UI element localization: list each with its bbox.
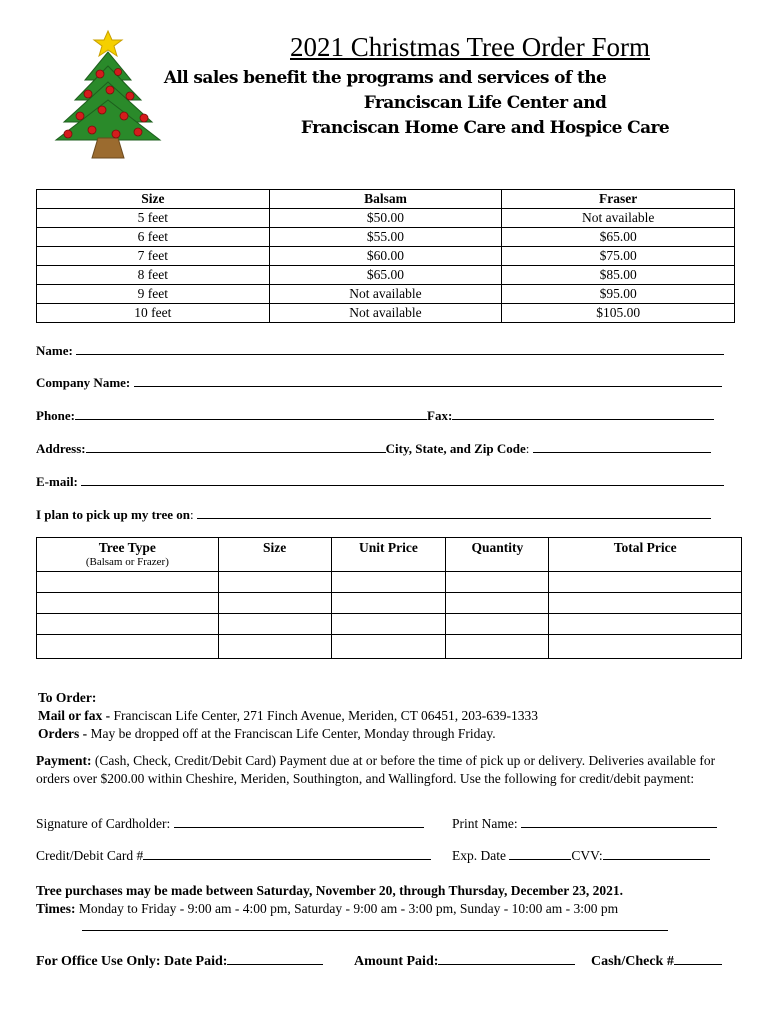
order-cell[interactable] — [446, 593, 549, 614]
price-table — [36, 189, 735, 323]
order-cell[interactable] — [549, 614, 742, 635]
city-field[interactable] — [533, 452, 711, 453]
order-cell[interactable] — [331, 614, 446, 635]
pickup-row — [36, 507, 711, 523]
signature-label: Signature of Cardholder: — [36, 816, 171, 831]
office-cash-row — [591, 954, 722, 970]
exp-label: Exp. Date — [452, 848, 506, 863]
city-colon: : — [525, 441, 530, 456]
payment-text: (Cash, Check, Credit/Debit Card) Payment due at or before the time of pick up or delivery. Deliveries available for orders over $200.00 within Cheshire, Meriden, Southington, and Wallingford. Use the following for credit/debit payment: — [36, 753, 716, 786]
payment-label: Payment: — [36, 753, 92, 768]
pickup-label: I plan to pick up my tree on — [36, 507, 190, 522]
balsam-price: $65.00 — [269, 266, 502, 285]
order-cell[interactable] — [549, 593, 742, 614]
order-cell[interactable] — [218, 572, 331, 593]
order-cell[interactable] — [218, 635, 331, 659]
table-row — [37, 304, 735, 323]
card-field[interactable] — [143, 859, 431, 860]
balsam-price: Not available — [269, 285, 502, 304]
order-cell[interactable] — [549, 572, 742, 593]
name-label: Name: — [36, 343, 73, 358]
signature-field[interactable] — [174, 827, 424, 828]
card-row — [36, 847, 431, 865]
divider-line — [82, 930, 668, 931]
email-label: E-mail: — [36, 474, 78, 489]
order-cell[interactable] — [331, 635, 446, 659]
size-cell: 9 feet — [37, 285, 270, 304]
subtitle-line-1: All sales benefit the programs and services of the — [163, 68, 607, 88]
address-field[interactable] — [86, 452, 386, 453]
email-row — [36, 474, 724, 490]
orders-text: May be dropped off at the Franciscan Life Center, Monday through Friday. — [90, 726, 496, 741]
header-size: Size — [37, 190, 270, 209]
company-label: Company Name: — [36, 375, 131, 390]
exp-row — [452, 847, 710, 865]
office-amount-row — [354, 954, 575, 970]
phone-label: Phone: — [36, 408, 75, 423]
cash-check-label: Cash/Check # — [591, 954, 674, 969]
order-cell[interactable] — [37, 635, 219, 659]
exp-field[interactable] — [509, 859, 571, 860]
office-date-label: For Office Use Only: Date Paid: — [36, 954, 228, 969]
header-total-price: Total Price — [549, 538, 742, 572]
card-label: Credit/Debit Card # — [36, 848, 144, 863]
order-cell[interactable] — [331, 593, 446, 614]
header-balsam: Balsam — [269, 190, 502, 209]
size-cell: 7 feet — [37, 247, 270, 266]
name-row — [36, 343, 724, 359]
name-field[interactable] — [76, 354, 724, 355]
order-cell[interactable] — [218, 614, 331, 635]
order-cell[interactable] — [446, 614, 549, 635]
table-row — [37, 247, 735, 266]
order-cell[interactable] — [549, 635, 742, 659]
fraser-price: $65.00 — [502, 228, 735, 247]
subtitle-line-2: Franciscan Life Center and — [363, 93, 607, 113]
order-table — [36, 537, 742, 659]
fraser-price: $85.00 — [502, 266, 735, 285]
fax-label: Fax: — [427, 408, 453, 423]
company-field[interactable] — [134, 386, 722, 387]
company-row — [36, 375, 722, 391]
times-line — [36, 900, 746, 918]
size-cell: 6 feet — [37, 228, 270, 247]
header-quantity: Quantity — [446, 538, 549, 572]
cash-check-field[interactable] — [674, 964, 722, 965]
tree-type-note: (Balsam or Frazer) — [85, 556, 169, 568]
order-table-header — [37, 538, 742, 572]
balsam-price: Not available — [269, 304, 502, 323]
fraser-price: $105.00 — [502, 304, 735, 323]
print-name-label: Print Name: — [452, 816, 518, 831]
pickup-field[interactable] — [197, 518, 711, 519]
dates-line: Tree purchases may be made between Saturday, November 20, through Thursday, December 23, 2021. — [36, 883, 623, 898]
orders-label: Orders - — [38, 726, 91, 741]
balsam-price: $50.00 — [269, 209, 502, 228]
print-name-field[interactable] — [521, 827, 717, 828]
fraser-price: Not available — [502, 209, 735, 228]
signature-row — [36, 815, 424, 833]
mail-text: Franciscan Life Center, 271 Finch Avenue, Meriden, CT 06451, 203-639-1333 — [113, 708, 538, 723]
pickup-colon: : — [189, 507, 194, 522]
email-field[interactable] — [81, 485, 724, 486]
fax-field[interactable] — [452, 419, 714, 420]
header-size: Size — [218, 538, 331, 572]
order-cell[interactable] — [218, 593, 331, 614]
print-name-row — [452, 815, 717, 833]
page-title: 2021 Christmas Tree Order Form — [290, 32, 650, 62]
amount-paid-field[interactable] — [438, 964, 575, 965]
table-row — [37, 635, 742, 659]
order-cell[interactable] — [37, 614, 219, 635]
size-cell: 5 feet — [37, 209, 270, 228]
subtitle-line-3: Franciscan Home Care and Hospice Care — [300, 118, 670, 138]
phone-field[interactable] — [75, 419, 427, 420]
payment-paragraph — [36, 752, 736, 788]
header-fraser: Fraser — [502, 190, 735, 209]
times-text: Monday to Friday - 9:00 am - 4:00 pm, Saturday - 9:00 am - 3:00 pm, Sunday - 10:00 am - 3:00 pm — [75, 901, 619, 916]
to-order-heading: To Order: — [38, 690, 97, 705]
phone-row — [36, 408, 714, 424]
size-cell: 8 feet — [37, 266, 270, 285]
address-row — [36, 441, 711, 457]
order-cell[interactable] — [446, 635, 549, 659]
orders-line — [38, 725, 738, 743]
order-cell[interactable] — [37, 572, 219, 593]
mail-line — [38, 707, 738, 725]
mail-label: Mail or fax - — [38, 708, 114, 723]
fraser-price: $75.00 — [502, 247, 735, 266]
cvv-field[interactable] — [603, 859, 710, 860]
order-cell[interactable] — [331, 572, 446, 593]
times-label: Times: — [36, 901, 76, 916]
order-cell[interactable] — [37, 593, 219, 614]
date-paid-field[interactable] — [227, 964, 323, 965]
address-label: Address: — [36, 441, 86, 456]
table-row — [37, 614, 742, 635]
order-cell[interactable] — [446, 572, 549, 593]
price-table-header — [37, 190, 735, 209]
size-cell: 10 feet — [37, 304, 270, 323]
city-label: City, State, and Zip Code — [385, 441, 526, 456]
header-unit-price: Unit Price — [331, 538, 446, 572]
header-tree-type — [37, 538, 219, 572]
office-date-row — [36, 954, 323, 970]
tree-type-label: Tree Type — [98, 540, 156, 555]
table-row — [37, 266, 735, 285]
table-row — [37, 228, 735, 247]
table-row — [37, 593, 742, 614]
amount-paid-label: Amount Paid: — [354, 954, 439, 969]
table-row — [37, 209, 735, 228]
table-row — [37, 285, 735, 304]
balsam-price: $55.00 — [269, 228, 502, 247]
table-row — [37, 572, 742, 593]
balsam-price: $60.00 — [269, 247, 502, 266]
fraser-price: $95.00 — [502, 285, 735, 304]
cvv-label: CVV: — [571, 848, 603, 863]
